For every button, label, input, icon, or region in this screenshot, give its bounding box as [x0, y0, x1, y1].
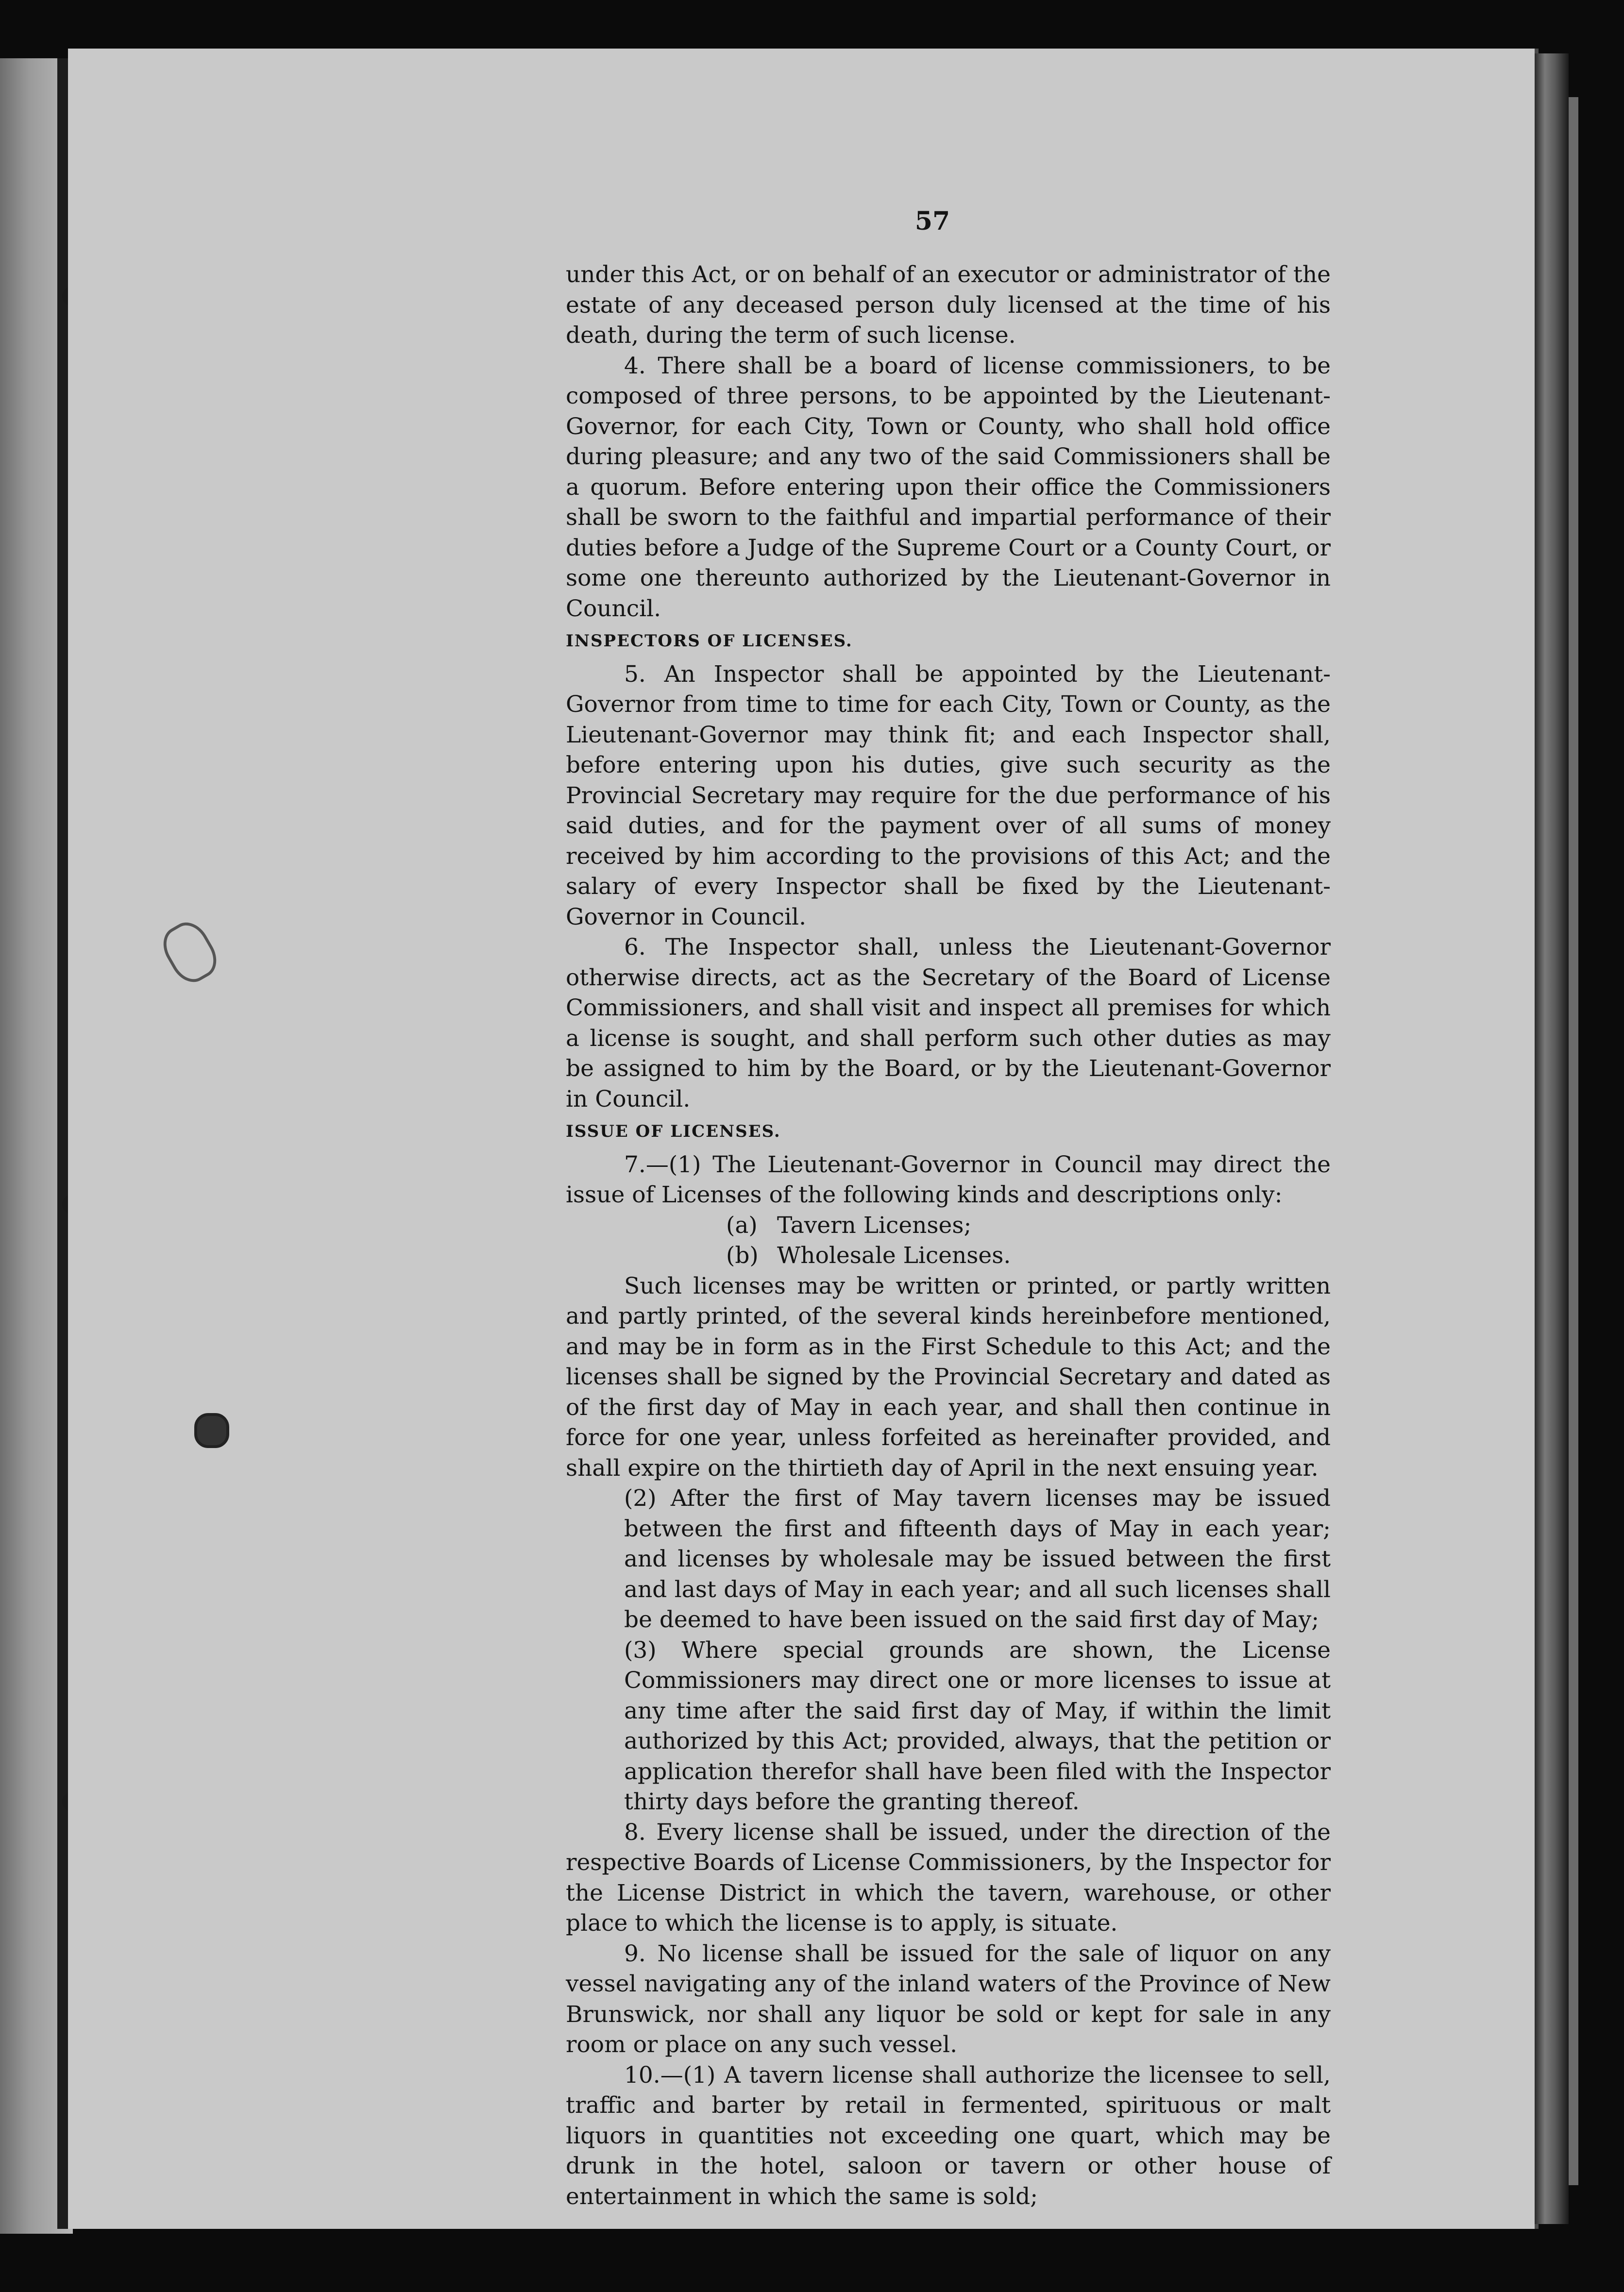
heading-inspectors-of-licenses: INSPECTORS OF LICENSES.: [566, 631, 853, 651]
book-spine-shadow: [57, 58, 68, 2229]
right-page-edge: [1535, 53, 1569, 2224]
section-7-body: Such licenses may be written or printed, or partly written and partly printed, of the several kinds hereinbefore mentioned, and may be in form as in the First Schedule to this Act; and the licenses shall be signed by the Provincial Secretary and dated as of the first day of May in each year, and shall then continue in force for one year, unless forfeited as hereinafter provided, and shall expire on the thirtieth day of April in the next ensuing year.: [566, 1272, 1331, 1482]
list-item-label: (a): [726, 1212, 758, 1239]
page-text-body: [566, 260, 1331, 2212]
page-blemish: [156, 915, 224, 989]
heading-issue-of-licenses: ISSUE OF LICENSES.: [566, 1122, 781, 1141]
section-7-3: (3) Where special grounds are shown, the License Commissioners may direct one or more licenses to issue at any time after the said first day of May, if within the limit authorized by this Act; provided, always, that the petition or application therefor shall have been filed with the Inspector thirty days before the granting thereof.: [624, 1636, 1331, 1815]
page-blemish: [194, 1413, 229, 1448]
section-9: 9. No license shall be issued for the sale of liquor on any vessel navigating any of the inland waters of the Province of New Brunswick, nor shall any liquor be sold or kept for sale in any room or place on any such vessel.: [566, 1940, 1331, 2058]
right-page-stack: [1569, 97, 1578, 2185]
section-8: 8. Every license shall be issued, under the direction of the respective Boards of License Commissioners, by the Inspector for the License District in which the tavern, warehouse, or other place to which the license is to apply, is situate.: [566, 1819, 1331, 1937]
section-5: 5. An Inspector shall be appointed by the Lieutenant-Governor from time to time for each City, Town or County, as the Lieutenant-Governor may think fit; and each Inspector shall, before entering upon his duties, give such security as the Provincial Secretary may require for the due performance of his said duties, and for the payment over of all sums of money received by him according to the provisions of this Act; and the salary of every Inspector shall be fixed by the Lieutenant-Governor in Council.: [566, 660, 1331, 930]
list-item: [566, 1241, 1331, 1271]
section-10-1: 10.—(1) A tavern license shall authorize the licensee to sell, traffic and barter by retail in fermented, spirituous or malt liquors in quantities not exceeding one quart, which may be drunk in the hotel, saloon or tavern or other house of entertainment in which the same is sold;: [566, 2061, 1331, 2210]
section-4: 4. There shall be a board of license commissioners, to be composed of three persons, to be appointed by the Lieutenant-Governor, for each City, Town or County, who shall hold office during pleasure; and any two of the said Commissioners shall be a quorum. Before entering upon their office the Commissioners shall be sworn to the faithful and impartial performance of their duties before a Judge of the Supreme Court or a County Court, or some one thereunto authorized by the Lieutenant-Governor in Council.: [566, 352, 1331, 622]
list-item-label: (b): [726, 1242, 759, 1269]
page-number: 57: [914, 206, 950, 236]
list-item: [566, 1211, 1331, 1241]
section-7-2: (2) After the first of May tavern licenses may be issued between the first and fifteenth days of May in each year; and licenses by wholesale may be issued between the first and last days of May in each year; and all such licenses shall be deemed to have been issued on the said first day of May;: [624, 1485, 1331, 1633]
section-6: 6. The Inspector shall, unless the Lieutenant-Governor otherwise directs, act as the Secretary of the Board of License Commissioners, and shall visit and inspect all premises for which a license is sought, and shall perform such other duties as may be assigned to him by the Board, or by the Lieutenant-Governor in Council.: [566, 934, 1331, 1112]
continuation-paragraph: under this Act, or on behalf of an executor or administrator of the estate of any deceased person duly licensed at the time of his death, during the term of such license.: [566, 261, 1331, 349]
list-item-text: Wholesale Licenses.: [777, 1242, 1011, 1269]
section-7-1: 7.—(1) The Lieutenant-Governor in Council may direct the issue of Licenses of the following kinds and descriptions only:: [566, 1151, 1331, 1208]
list-item-text: Tavern Licenses;: [777, 1212, 972, 1239]
